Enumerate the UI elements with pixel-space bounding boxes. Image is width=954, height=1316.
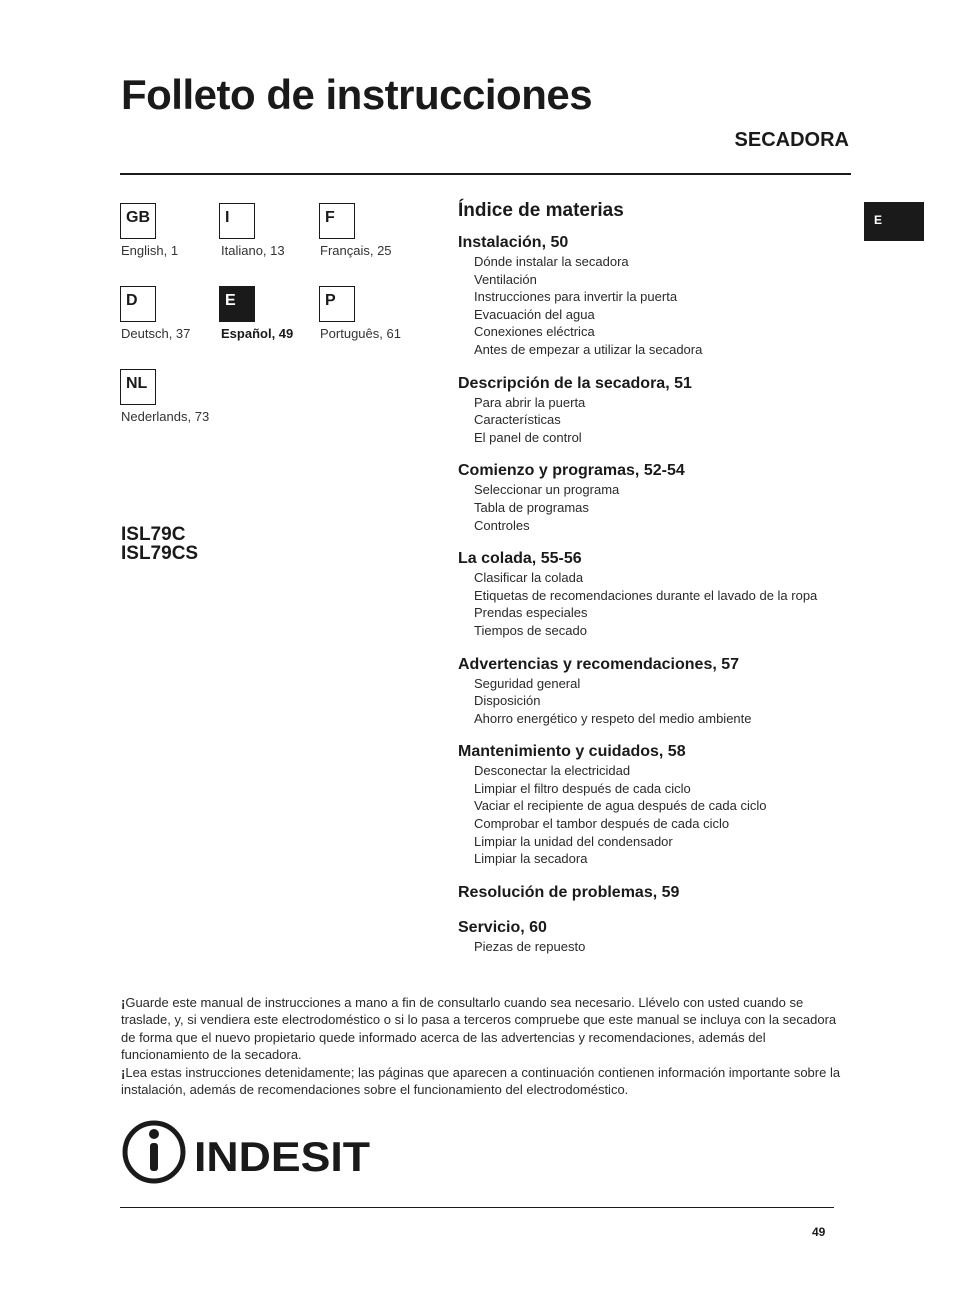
toc-section-title[interactable]: Advertencias y recomendaciones, 57 xyxy=(458,655,740,673)
lang-label-e: Español, 49 xyxy=(221,326,294,341)
toc-item[interactable]: Características xyxy=(474,412,561,428)
toc-item[interactable]: Limpiar la unidad del condensador xyxy=(474,833,673,849)
toc-section-title[interactable]: Mantenimiento y cuidados, 58 xyxy=(458,743,686,761)
toc-item[interactable]: Conexiones eléctrica xyxy=(474,324,595,340)
note-text: Lea estas instrucciones detenidamente; las páginas que aparecen a continuación contienen información importante sobre la instalación, además de recomendaciones sobre el funcionamiento del electrodoméstico. xyxy=(121,1064,841,1098)
lang-label-nl: Nederlands, 73 xyxy=(121,409,210,424)
note-text: Guarde este manual de instrucciones a mano a fin de consultarlo cuando sea necesario. Llévelo con usted cuando se traslade, y, si vendiera este electrodoméstico o si lo pasa a terceros compruebe que este manual se incluya con la secadora de forma que el nuevo propietario quede informado acerca de las advertencias y recomendaciones, además del funcionamiento de la secadora. xyxy=(121,995,837,1063)
toc-item[interactable]: Desconectar la electricidad xyxy=(474,763,631,779)
model-name: ISL79C xyxy=(121,524,186,545)
toc-item[interactable]: Piezas de repuesto xyxy=(474,938,586,954)
lang-box-e[interactable]: E xyxy=(219,286,255,322)
lang-label-d: Deutsch, 37 xyxy=(121,326,191,341)
toc-section-title[interactable]: Resolución de problemas, 59 xyxy=(458,883,680,901)
toc-item[interactable]: Limpiar el filtro después de cada ciclo xyxy=(474,780,691,796)
toc-item[interactable]: Vaciar el recipiente de agua después de cada ciclo xyxy=(474,798,767,814)
toc-item[interactable]: Limpiar la secadora xyxy=(474,851,588,867)
toc-section xyxy=(458,549,853,639)
toc-section xyxy=(458,918,853,956)
toc-section-title[interactable]: Comienzo y programas, 52-54 xyxy=(458,462,685,480)
toc-item[interactable]: Para abrir la puerta xyxy=(474,394,586,410)
lang-label-p: Português, 61 xyxy=(320,326,401,341)
lang-label-i: Italiano, 13 xyxy=(221,243,285,258)
toc-item[interactable]: Instrucciones para invertir la puerta xyxy=(474,289,678,305)
toc-heading: Índice de materias xyxy=(458,200,624,221)
note-paragraph xyxy=(121,1064,841,1099)
header-divider xyxy=(120,173,851,175)
toc-item[interactable]: Tabla de programas xyxy=(474,499,589,515)
lang-label-f: Français, 25 xyxy=(320,243,392,258)
language-side-tab: E xyxy=(864,202,924,241)
toc-item[interactable]: Prendas especiales xyxy=(474,605,588,621)
indesit-logo xyxy=(121,1118,375,1186)
brand-stem-icon xyxy=(150,1143,158,1171)
lang-box-gb[interactable]: GB xyxy=(120,203,156,239)
toc-item[interactable]: Seguridad general xyxy=(474,675,581,691)
table-of-contents xyxy=(458,199,853,970)
toc-item[interactable]: Ahorro energético y respeto del medio ambiente xyxy=(474,710,752,726)
toc-item[interactable]: Comprobar el tambor después de cada ciclo xyxy=(474,816,730,832)
lang-label-gb: English, 1 xyxy=(121,243,179,258)
toc-section-title[interactable]: La colada, 55-56 xyxy=(458,550,582,568)
page-title: Folleto de instrucciones xyxy=(121,71,593,118)
page-number: 49 xyxy=(812,1225,826,1239)
toc-section xyxy=(458,742,853,868)
lang-box-p[interactable]: P xyxy=(319,286,355,322)
toc-section xyxy=(458,461,853,534)
toc-item[interactable]: Etiquetas de recomendaciones durante el lavado de la ropa xyxy=(474,587,818,603)
toc-item[interactable]: Clasificar la colada xyxy=(474,570,584,586)
lang-box-nl[interactable]: NL xyxy=(120,369,156,405)
toc-section xyxy=(458,883,853,903)
lang-box-d[interactable]: D xyxy=(120,286,156,322)
model-name: ISL79CS xyxy=(121,543,199,564)
notes-block xyxy=(121,994,841,1098)
toc-section xyxy=(458,374,853,447)
model-list xyxy=(121,525,198,563)
toc-item[interactable]: Tiempos de secado xyxy=(474,622,587,638)
toc-item[interactable]: Antes de empezar a utilizar la secadora xyxy=(474,341,703,357)
note-paragraph xyxy=(121,994,841,1064)
toc-item[interactable]: Evacuación del agua xyxy=(474,306,595,322)
toc-section-title[interactable]: Servicio, 60 xyxy=(458,918,547,936)
brand-wordmark: INDESIT xyxy=(194,1133,371,1180)
toc-item[interactable]: Ventilación xyxy=(474,271,537,287)
toc-item[interactable]: Seleccionar un programa xyxy=(474,482,620,498)
toc-item[interactable]: El panel de control xyxy=(474,429,582,445)
toc-section xyxy=(458,233,853,359)
toc-item[interactable]: Controles xyxy=(474,517,530,533)
exclamation-mark-icon: ¡ xyxy=(121,1064,126,1080)
exclamation-mark-icon: ¡ xyxy=(121,995,126,1010)
toc-item[interactable]: Dónde instalar la secadora xyxy=(474,254,629,269)
footer-divider xyxy=(120,1207,834,1208)
toc-section-title[interactable]: Descripción de la secadora, 51 xyxy=(458,374,692,392)
product-type: SECADORA xyxy=(734,129,849,151)
toc-section xyxy=(458,655,853,728)
lang-box-i[interactable]: I xyxy=(219,203,255,239)
brand-dot-icon xyxy=(149,1129,159,1139)
toc-item[interactable]: Disposición xyxy=(474,693,541,709)
toc-section-title[interactable]: Instalación, 50 xyxy=(458,234,569,251)
lang-box-f[interactable]: F xyxy=(319,203,355,239)
